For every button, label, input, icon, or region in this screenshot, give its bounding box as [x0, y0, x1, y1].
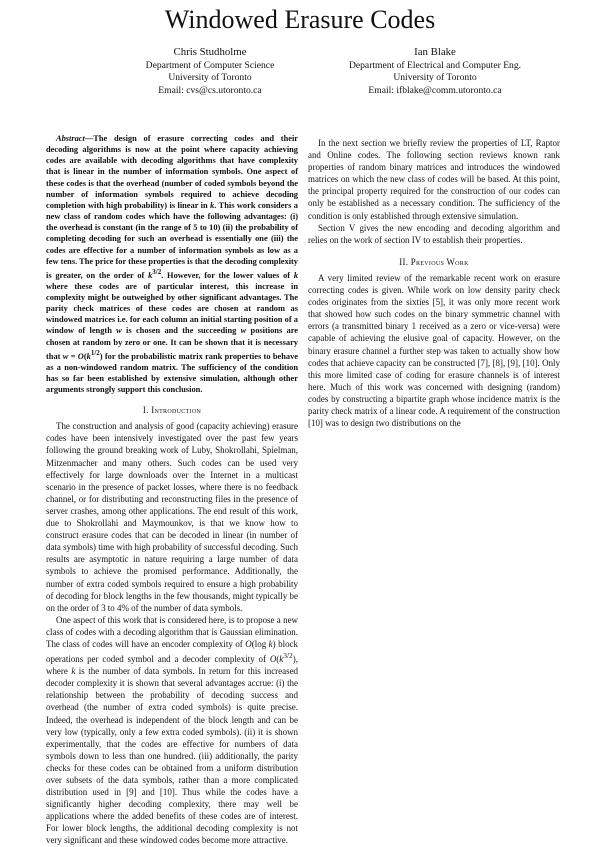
intro-paragraph-2: One aspect of this work that is considered here, is to propose a new class of codes with a decoding algorithm that is Gaussian elimination. The class of codes will have an encoder complexity of O(log k) block operations per coded symbol and a decoder complexity of $O(k^{3/2})$, where k is the number of data symbols. In return for this increased decoder complexity it is shown that several advantages accrue: (i) the relationship between the probability of decoding success and overhead (the number of extra coded symbols) is quite precise. Indeed, the overhead is independent of the block length and can be very low (typically, only a few extra coded symbols). (ii) it is shown experimentally, that the codes are effective for numbers of data symbols down to less than one hundred. (iii) additionally, the parity checks for these codes can be obtained from a uniform distribution over subsets of the data symbols, rather than a more complicated distribution used in [9] and [10]. Thus while the codes have a significantly higher decoding complexity, there may well be applications where the added benefits of these codes are of interest. For lower block lengths, the additional decoding complexity is not very significant and these windowed codes become more attractive. — [46, 614, 299, 846]
abstract-text: —The design of erasure correcting codes and their decoding algorithms is now at the point where capacity achieving codes are available with decoding algorithms that have complexity that is linear in the number of information symbols. One aspect of these codes is that the overhead (number of coded symbols beyond the number of information symbols required to achieve decoding completion with high probability) is linear in k. This work considers a new class of random codes which have the following advantages: (i) the overhead is constant (in the range of 5 to 10) (ii) the probability of completing decoding for such an overhead is essentially one (iii) the codes are effective for a number of information symbols as low as a few tens. The price for these properties is that the decoding complexity is greater, on the order of $k^{3/2}$. However, for the lower values of k where these codes are of particular interest, this increase in complexity might be outweighed by other significant advantages. The parity check matrices of these codes are chosen at random as windowed matrices i.e. for each column an initial starting position of a window of length w is chosen and the succeeding w positions are chosen at random by zero or one. It can be shown that it is necessary that $w = O(k^{1/2})$ for the probabilistic matrix rank properties to behave as a non-windowed random matrix. The sufficiency of the condition has so far been established by extensive simulation, although other arguments strongly support this conclusion. — [46, 134, 298, 395]
intro-paragraph-1: The construction and analysis of good (capacity achieving) erasure codes have been intensively investigated over the past few years following the ground breaking work of Luby, Shokrollahi, Spielman, Mitzenmacher and many others. Such codes can be used very effectively for large downloads over the Internet in a multicast scenario in the presence of packet losses, where there is no feedback channel, or for distributing and reconstructing files in the presence of server crashes, among other applications. The end result of this work, due to Shokrollahi and Maymounkov, is that we know how to construct erasure codes that can be decoded in linear (in number of data symbols) time with high probability of successful decoding. Such results are asymptotic in nature requiring a large number of data symbols to achieve the promised performance. Additionally, the number of extra coded symbols required to ensure a high probability of decoding for block lengths in the few thousands, might typically be on the order of 3 to 4% of the number of data symbols. — [46, 421, 298, 613]
paper-title: Windowed Erasure Codes — [164, 5, 436, 34]
left-column — [46, 133, 298, 847]
author-name: Ian Blake — [414, 46, 456, 58]
intro-paragraph-4: Section V gives the new encoding and decoding algorithm and relies on the work of section IV to establish their properties. — [308, 222, 560, 245]
previous-work-paragraph-1: A very limited review of the remarkable recent work on erasure correcting codes is given. While work on low density parity check codes originates from the sixties [5], it was only more recent work that showed how such codes on the binary symmetric channel with errors (a transmitted binary 1 received as a zero or vice-versa) were capable of achieving the elusive goal of capacity. However, on the binary erasure channel a further step was taken to actually show how codes that achieve capacity can be constructed [7], [8], [9], [10]. Only this more limited case of coding for erasure channels is of interest here. Much of this work was concerned with designing (random) codes by constructing a bipartite graph whose incidence matrix is the parity check matrix of a linear code. A requirement of the construction [10] was to design two distributions on the — [308, 272, 560, 429]
author-institution: University of Toronto — [393, 72, 477, 84]
author-email: Email: ifblake@comm.utoronto.ca — [368, 84, 502, 96]
abstract-label: Abstract — [56, 134, 85, 143]
intro-paragraph-3: In the next section we briefly review the properties of LT, Raptor and Online codes. The following section reviews known rank properties of random binary matrices and introduces the windowed matrices on which the new class of codes will be based. At this point, the principal property required for the construction of our codes can only be established as a necessary condition. The sufficiency of the condition is only established through extensive simulation. — [308, 138, 560, 221]
author-institution: University of Toronto — [168, 72, 252, 84]
author-email: Email: cvs@cs.utoronto.ca — [158, 84, 262, 96]
abstract — [46, 133, 298, 395]
author-name: Chris Studholme — [173, 46, 247, 58]
author-block-2 — [285, 46, 585, 97]
author-affiliation: Department of Electrical and Computer Eng. — [348, 59, 522, 71]
right-column — [308, 137, 560, 429]
section-heading-introduction: I. Introduction — [142, 405, 202, 416]
author-affiliation: Department of Computer Science — [145, 59, 275, 71]
section-heading-previous-work: II. Previous Work — [399, 256, 469, 267]
